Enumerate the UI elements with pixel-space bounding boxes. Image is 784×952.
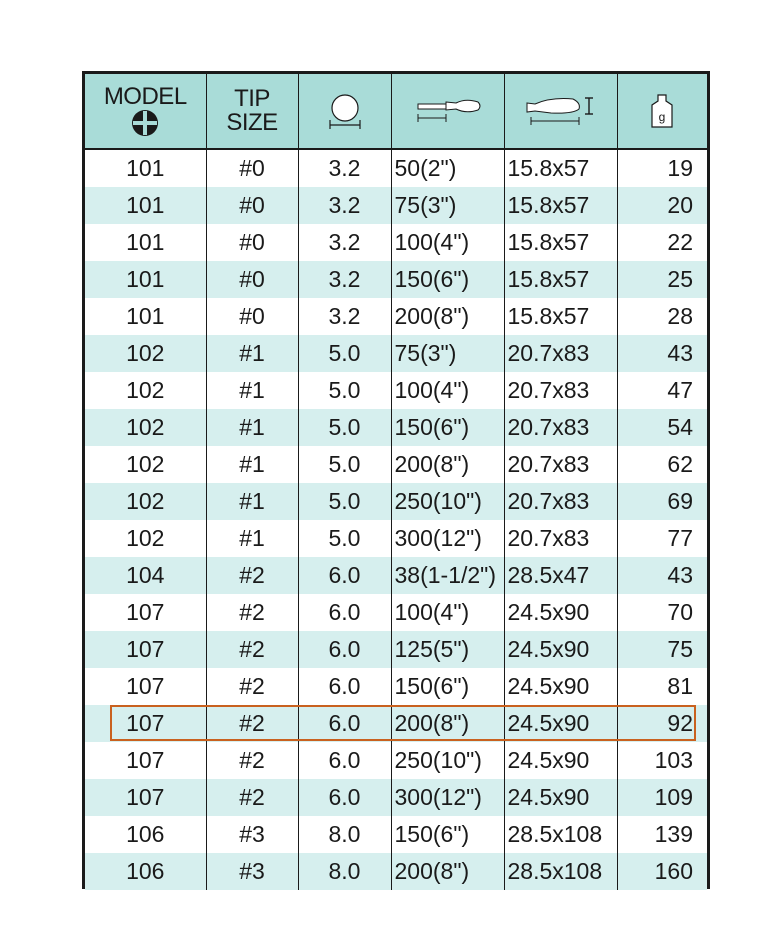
- cell-handle-size: 24.5x90: [504, 705, 617, 742]
- cell-length: 125(5"): [391, 631, 504, 668]
- cell-weight: 43: [617, 335, 707, 372]
- blade-length-icon: [412, 96, 484, 126]
- cell-model: 101: [85, 149, 206, 187]
- cell-handle-size: 24.5x90: [504, 631, 617, 668]
- spec-table-frame: [82, 71, 710, 889]
- table-row: [85, 520, 707, 557]
- table-row: [85, 557, 707, 594]
- cell-tip-size: #2: [206, 668, 298, 705]
- cell-weight: 22: [617, 224, 707, 261]
- table-row: [85, 483, 707, 520]
- cell-weight: 70: [617, 594, 707, 631]
- cell-model: 104: [85, 557, 206, 594]
- cell-tip-size: #0: [206, 149, 298, 187]
- cell-tip-size: #0: [206, 261, 298, 298]
- cell-length: 150(6"): [391, 816, 504, 853]
- model-label: MODEL: [103, 83, 187, 110]
- cell-tip-size: #2: [206, 705, 298, 742]
- cell-length: 75(3"): [391, 187, 504, 224]
- cell-diameter: 6.0: [298, 779, 391, 816]
- table-row: [85, 409, 707, 446]
- cell-handle-size: 24.5x90: [504, 779, 617, 816]
- cell-model: 101: [85, 298, 206, 335]
- cell-diameter: 5.0: [298, 372, 391, 409]
- cell-tip-size: #2: [206, 631, 298, 668]
- table-row: [85, 446, 707, 483]
- table-row: [85, 816, 707, 853]
- table-row: [85, 594, 707, 631]
- cell-diameter: 3.2: [298, 298, 391, 335]
- header-handle-size: [504, 74, 617, 149]
- cell-length: 300(12"): [391, 520, 504, 557]
- table-row: [85, 298, 707, 335]
- cell-weight: 20: [617, 187, 707, 224]
- header-weight: [617, 74, 707, 149]
- table-row: [85, 149, 707, 187]
- cell-tip-size: #1: [206, 483, 298, 520]
- header-model: [85, 74, 206, 149]
- cell-tip-size: #1: [206, 446, 298, 483]
- cell-tip-size: #1: [206, 335, 298, 372]
- table-row: [85, 631, 707, 668]
- cell-length: 300(12"): [391, 779, 504, 816]
- cell-model: 101: [85, 261, 206, 298]
- cell-diameter: 5.0: [298, 483, 391, 520]
- table-row: [85, 668, 707, 705]
- cell-handle-size: 28.5x47: [504, 557, 617, 594]
- phillips-cross-icon: [131, 109, 159, 137]
- cell-handle-size: 15.8x57: [504, 298, 617, 335]
- table-row: [85, 224, 707, 261]
- table-row: [85, 335, 707, 372]
- table-body: [85, 149, 707, 890]
- cell-model: 107: [85, 631, 206, 668]
- cell-weight: 69: [617, 483, 707, 520]
- cell-tip-size: #1: [206, 409, 298, 446]
- cell-handle-size: 15.8x57: [504, 187, 617, 224]
- cell-tip-size: #0: [206, 298, 298, 335]
- cell-weight: 54: [617, 409, 707, 446]
- cell-model: 106: [85, 853, 206, 890]
- cell-length: 150(6"): [391, 668, 504, 705]
- table-row: [85, 372, 707, 409]
- tip-label-line2: SIZE: [226, 109, 278, 136]
- cell-handle-size: 20.7x83: [504, 483, 617, 520]
- cell-length: 200(8"): [391, 298, 504, 335]
- shaft-diameter-icon: [325, 91, 365, 131]
- cell-weight: 160: [617, 853, 707, 890]
- cell-length: 150(6"): [391, 261, 504, 298]
- cell-model: 107: [85, 668, 206, 705]
- cell-weight: 109: [617, 779, 707, 816]
- cell-diameter: 3.2: [298, 261, 391, 298]
- cell-model: 107: [85, 742, 206, 779]
- cell-diameter: 3.2: [298, 187, 391, 224]
- cell-handle-size: 20.7x83: [504, 520, 617, 557]
- header-tip-size: [206, 74, 298, 149]
- table-row: [85, 187, 707, 224]
- cell-diameter: 5.0: [298, 409, 391, 446]
- cell-weight: 62: [617, 446, 707, 483]
- cell-diameter: 6.0: [298, 705, 391, 742]
- cell-length: 150(6"): [391, 409, 504, 446]
- cell-handle-size: 24.5x90: [504, 668, 617, 705]
- cell-weight: 43: [617, 557, 707, 594]
- cell-diameter: 6.0: [298, 668, 391, 705]
- cell-diameter: 6.0: [298, 594, 391, 631]
- cell-diameter: 6.0: [298, 557, 391, 594]
- cell-tip-size: #1: [206, 520, 298, 557]
- cell-handle-size: 15.8x57: [504, 261, 617, 298]
- table-row: [85, 742, 707, 779]
- cell-tip-size: #2: [206, 742, 298, 779]
- cell-diameter: 5.0: [298, 446, 391, 483]
- screwdriver-spec-table: [85, 74, 707, 890]
- cell-length: 200(8"): [391, 446, 504, 483]
- cell-length: 100(4"): [391, 594, 504, 631]
- cell-diameter: 5.0: [298, 520, 391, 557]
- header-blade-length: [391, 74, 504, 149]
- cell-handle-size: 20.7x83: [504, 446, 617, 483]
- cell-tip-size: #1: [206, 372, 298, 409]
- table-row: [85, 853, 707, 890]
- cell-handle-size: 15.8x57: [504, 149, 617, 187]
- cell-handle-size: 20.7x83: [504, 335, 617, 372]
- cell-length: 100(4"): [391, 224, 504, 261]
- header-row: [85, 74, 707, 149]
- cell-tip-size: #0: [206, 224, 298, 261]
- cell-weight: 47: [617, 372, 707, 409]
- cell-diameter: 3.2: [298, 149, 391, 187]
- cell-model: 106: [85, 816, 206, 853]
- cell-handle-size: 24.5x90: [504, 594, 617, 631]
- cell-diameter: 5.0: [298, 335, 391, 372]
- cell-length: 75(3"): [391, 335, 504, 372]
- cell-tip-size: #2: [206, 594, 298, 631]
- cell-tip-size: #2: [206, 779, 298, 816]
- cell-diameter: 3.2: [298, 224, 391, 261]
- cell-weight: 139: [617, 816, 707, 853]
- cell-length: 250(10"): [391, 742, 504, 779]
- cell-handle-size: 20.7x83: [504, 372, 617, 409]
- cell-length: 38(1-1/2"): [391, 557, 504, 594]
- cell-length: 100(4"): [391, 372, 504, 409]
- cell-handle-size: 28.5x108: [504, 853, 617, 890]
- cell-model: 102: [85, 520, 206, 557]
- table-row: [85, 705, 707, 742]
- cell-weight: 75: [617, 631, 707, 668]
- tip-label-line1: TIP: [234, 85, 270, 112]
- cell-length: 50(2"): [391, 149, 504, 187]
- cell-weight: 92: [617, 705, 707, 742]
- handle-size-icon: [521, 94, 601, 128]
- cell-model: 101: [85, 224, 206, 261]
- cell-model: 107: [85, 779, 206, 816]
- cell-diameter: 6.0: [298, 631, 391, 668]
- cell-model: 102: [85, 409, 206, 446]
- cell-weight: 25: [617, 261, 707, 298]
- cell-model: 101: [85, 187, 206, 224]
- cell-length: 200(8"): [391, 853, 504, 890]
- table-row: [85, 261, 707, 298]
- cell-model: 102: [85, 483, 206, 520]
- cell-weight: 77: [617, 520, 707, 557]
- cell-tip-size: #3: [206, 816, 298, 853]
- cell-model: 102: [85, 372, 206, 409]
- cell-handle-size: 15.8x57: [504, 224, 617, 261]
- cell-diameter: 8.0: [298, 816, 391, 853]
- cell-model: 107: [85, 594, 206, 631]
- cell-handle-size: 20.7x83: [504, 409, 617, 446]
- cell-length: 200(8"): [391, 705, 504, 742]
- header-shaft-diameter: [298, 74, 391, 149]
- cell-diameter: 6.0: [298, 742, 391, 779]
- cell-diameter: 8.0: [298, 853, 391, 890]
- cell-handle-size: 28.5x108: [504, 816, 617, 853]
- table-row: [85, 779, 707, 816]
- cell-tip-size: #0: [206, 187, 298, 224]
- cell-tip-size: #2: [206, 557, 298, 594]
- cell-tip-size: #3: [206, 853, 298, 890]
- cell-handle-size: 24.5x90: [504, 742, 617, 779]
- cell-weight: 19: [617, 149, 707, 187]
- cell-length: 250(10"): [391, 483, 504, 520]
- cell-weight: 103: [617, 742, 707, 779]
- weight-icon: [647, 91, 677, 131]
- cell-model: 102: [85, 446, 206, 483]
- weight-icon-text: g: [658, 110, 666, 124]
- cell-weight: 81: [617, 668, 707, 705]
- cell-model: 102: [85, 335, 206, 372]
- cell-weight: 28: [617, 298, 707, 335]
- cell-model: 107: [85, 705, 206, 742]
